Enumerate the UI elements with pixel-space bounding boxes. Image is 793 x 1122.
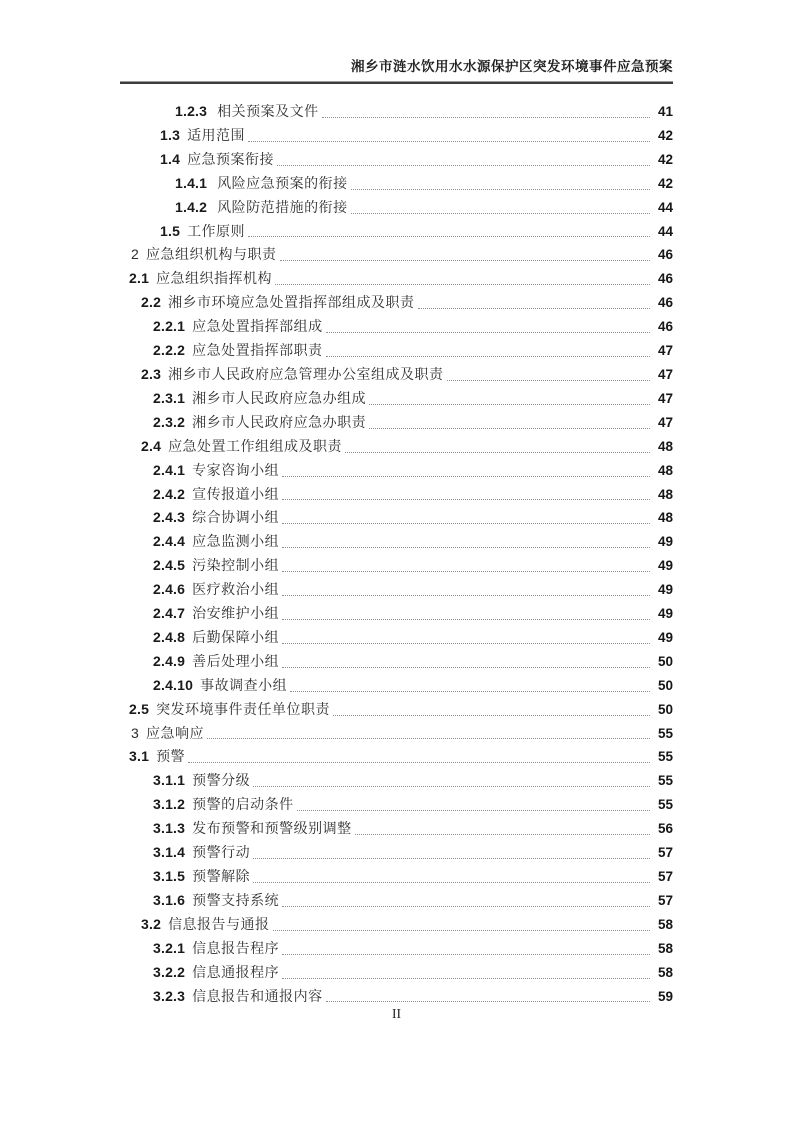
toc-entry-number: 1.4 — [160, 150, 181, 167]
dot-leader — [297, 793, 650, 817]
toc-entry-page: 56 — [657, 821, 673, 837]
toc-entry-number: 1.2.3 — [175, 103, 208, 119]
toc-entry-title: 发布预警和预警级别调整 — [192, 820, 352, 837]
toc-entry-page: 49 — [657, 558, 673, 574]
dot-leader — [282, 961, 650, 985]
toc-entry-title: 湘乡市人民政府应急办职责 — [192, 413, 367, 430]
header-rule — [120, 81, 673, 84]
toc-entry-title: 专家咨询小组 — [192, 461, 280, 478]
toc-entry — [120, 435, 673, 459]
toc-entry — [120, 722, 673, 746]
toc-entry — [120, 315, 673, 339]
toc-entry-page: 46 — [657, 319, 673, 335]
toc-entry — [120, 100, 673, 124]
toc-entry-number: 3.1.5 — [153, 868, 186, 884]
dot-leader — [282, 554, 650, 578]
toc-entry-number: 3.1.6 — [153, 891, 186, 908]
toc-entry-number: 3 — [131, 724, 139, 741]
toc-entry-number: 2.2 — [141, 294, 162, 311]
toc-entry-title: 应急组织指挥机构 — [156, 270, 273, 287]
dot-leader — [418, 291, 650, 315]
toc-entry-number: 2.4 — [141, 437, 162, 454]
dot-leader — [326, 315, 650, 339]
toc-entry-title: 应急响应 — [146, 724, 204, 741]
toc-entry-number: 2.4.3 — [153, 509, 186, 526]
toc-entry — [120, 865, 673, 889]
toc-entry-page: 42 — [657, 127, 673, 143]
toc-entry-page: 57 — [657, 845, 673, 861]
toc-entry-title: 预警解除 — [192, 868, 251, 884]
toc-entry-number: 2.4.1 — [153, 461, 186, 478]
toc-entry-title: 信息报告与通报 — [168, 915, 270, 932]
toc-entry-page: 49 — [657, 582, 673, 598]
toc-entry-number: 3.1.3 — [153, 820, 186, 837]
toc-entry-title: 相关预案及文件 — [217, 103, 319, 119]
toc-entry-page: 57 — [657, 892, 673, 908]
toc-entry-number: 2.3.1 — [153, 389, 186, 406]
toc-entry — [120, 554, 673, 578]
toc-entry-title: 风险应急预案的衔接 — [217, 174, 348, 191]
toc-entry-number: 3.2 — [141, 915, 162, 932]
toc-entry-page: 59 — [657, 988, 673, 1004]
page-footer — [120, 1005, 673, 1023]
toc-entry-title: 信息通报程序 — [192, 963, 280, 980]
dot-leader — [280, 243, 651, 267]
toc-entry-title: 应急组织机构与职责 — [146, 246, 277, 263]
toc-entry-number: 2.3 — [141, 365, 162, 382]
toc-entry-title: 信息报告和通报内容 — [192, 987, 323, 1004]
dot-leader — [369, 411, 650, 435]
toc-entry-page: 48 — [657, 438, 673, 454]
toc-entry — [120, 124, 673, 148]
toc-entry — [120, 745, 673, 769]
toc-entry-page: 42 — [657, 175, 673, 191]
toc-entry-number: 2.4.7 — [153, 605, 186, 622]
dot-leader — [253, 865, 650, 889]
toc-entry-number: 2.4.9 — [153, 652, 186, 669]
toc-entry-number: 3.1.2 — [153, 796, 186, 813]
toc-entry-page: 46 — [657, 247, 673, 263]
toc-entry — [120, 291, 673, 315]
toc-list — [120, 100, 673, 1008]
dot-leader — [282, 578, 650, 602]
dot-leader — [273, 913, 650, 937]
toc-entry-title: 工作原则 — [187, 222, 246, 239]
toc-entry-number: 2.4.10 — [153, 676, 194, 693]
toc-entry — [120, 817, 673, 841]
toc-entry-title: 应急预案衔接 — [187, 150, 275, 167]
toc-entry-page: 46 — [657, 271, 673, 287]
toc-entry — [120, 841, 673, 865]
toc-entry-title: 湘乡市人民政府应急办组成 — [192, 389, 367, 406]
toc-entry — [120, 459, 673, 483]
dot-leader — [282, 602, 650, 626]
page-number: II — [392, 1006, 401, 1021]
toc-entry-page: 58 — [657, 964, 673, 980]
toc-entry-number: 1.3 — [160, 126, 181, 143]
toc-entry-number: 2.4.8 — [153, 628, 186, 645]
toc-entry-title: 预警分级 — [192, 772, 251, 789]
toc-entry-page: 57 — [657, 869, 673, 884]
dot-leader — [355, 817, 650, 841]
toc-entry-title: 宣传报道小组 — [192, 485, 280, 502]
toc-entry — [120, 220, 673, 244]
toc-entry-number: 3.1.1 — [153, 772, 186, 789]
toc-entry-number: 1.4.2 — [175, 198, 208, 215]
dot-leader — [282, 459, 650, 483]
dot-leader — [369, 387, 650, 411]
dot-leader — [282, 483, 650, 507]
toc-entry — [120, 674, 673, 698]
toc-entry-page: 50 — [657, 653, 673, 669]
dot-leader — [326, 339, 650, 363]
dot-leader — [282, 506, 650, 530]
toc-entry — [120, 937, 673, 961]
toc-entry-page: 42 — [657, 151, 673, 167]
toc-entry — [120, 363, 673, 387]
toc-entry-page: 47 — [657, 390, 673, 406]
toc-entry-number: 3.1 — [129, 748, 150, 765]
toc-entry-number: 2.4.2 — [153, 485, 186, 502]
toc-entry — [120, 793, 673, 817]
toc-entry-title: 突发环境事件责任单位职责 — [156, 700, 331, 717]
toc-entry-page: 47 — [657, 343, 673, 359]
dot-leader — [253, 841, 650, 865]
dot-leader — [351, 196, 650, 220]
dot-leader — [248, 124, 650, 148]
dot-leader — [333, 698, 650, 722]
toc-entry-number: 2.4.4 — [153, 533, 186, 550]
toc-entry-title: 应急处置指挥部组成 — [192, 318, 323, 335]
toc-entry — [120, 626, 673, 650]
toc-entry — [120, 698, 673, 722]
toc-entry-number: 3.2.2 — [153, 963, 186, 980]
toc-entry-page: 50 — [657, 677, 673, 693]
toc-entry-page: 41 — [657, 104, 673, 119]
toc-entry-number: 1.5 — [160, 222, 181, 239]
toc-entry-number: 2 — [131, 246, 139, 263]
toc-entry-title: 预警支持系统 — [192, 891, 280, 908]
dot-leader — [188, 745, 650, 769]
toc-entry-number: 2.3.2 — [153, 413, 186, 430]
toc-entry-number: 3.2.3 — [153, 987, 186, 1004]
toc-entry-number: 2.1 — [129, 270, 150, 287]
dot-leader — [207, 722, 650, 746]
dot-leader — [253, 769, 650, 793]
toc-entry — [120, 483, 673, 507]
toc-entry — [120, 339, 673, 363]
toc-entry — [120, 961, 673, 985]
dot-leader — [275, 267, 650, 291]
toc-entry-page: 55 — [657, 725, 673, 741]
toc-entry-number: 2.2.2 — [153, 342, 186, 359]
toc-entry — [120, 506, 673, 530]
toc-entry-page: 49 — [657, 534, 673, 550]
dot-leader — [290, 674, 650, 698]
toc-entry — [120, 411, 673, 435]
toc-entry-title: 信息报告程序 — [192, 939, 280, 956]
dot-leader — [282, 937, 650, 961]
toc-entry-title: 风险防范措施的衔接 — [217, 198, 348, 215]
toc-entry-page: 58 — [657, 916, 673, 932]
toc-entry — [120, 602, 673, 626]
toc-entry — [120, 889, 673, 913]
toc-entry — [120, 530, 673, 554]
toc-entry-number: 3.1.4 — [153, 844, 186, 861]
dot-leader — [248, 220, 650, 244]
toc-entry-title: 应急处置工作组组成及职责 — [168, 437, 343, 454]
toc-entry-page: 48 — [657, 462, 673, 478]
toc-entry — [120, 913, 673, 937]
toc-entry-title: 应急监测小组 — [192, 533, 280, 550]
toc-entry-title: 善后处理小组 — [192, 652, 280, 669]
toc-entry — [120, 196, 673, 220]
toc-entry-page: 49 — [657, 606, 673, 622]
toc-entry-title: 治安维护小组 — [192, 605, 280, 622]
toc-entry-page: 55 — [657, 749, 673, 765]
toc-entry-title: 综合协调小组 — [192, 509, 280, 526]
toc-entry-page: 48 — [657, 486, 673, 502]
toc-entry-title: 应急处置指挥部职责 — [192, 342, 323, 359]
toc-entry — [120, 148, 673, 172]
toc-entry-page: 49 — [657, 629, 673, 645]
header-title: 湘乡市涟水饮用水水源保护区突发环境事件应急预案 — [351, 59, 673, 74]
toc-entry-title: 预警 — [156, 748, 186, 765]
toc-entry — [120, 578, 673, 602]
toc-entry — [120, 769, 673, 793]
toc-entry — [120, 243, 673, 267]
toc-entry-number: 2.4.6 — [153, 581, 186, 598]
toc-entry-number: 2.2.1 — [153, 318, 186, 335]
toc-entry-page: 44 — [657, 223, 673, 239]
toc-entry-title: 预警的启动条件 — [192, 796, 294, 813]
dot-leader — [282, 530, 650, 554]
toc-entry-number: 2.5 — [129, 700, 150, 717]
toc-entry-page: 50 — [657, 701, 673, 717]
dot-leader — [282, 650, 650, 674]
toc-entry-title: 湘乡市环境应急处置指挥部组成及职责 — [168, 294, 415, 311]
toc-entry-page: 44 — [657, 199, 673, 215]
toc-entry-page: 55 — [657, 797, 673, 813]
toc-entry-title: 适用范围 — [187, 126, 246, 143]
page-header — [120, 58, 673, 84]
toc-entry — [120, 650, 673, 674]
toc-entry-number: 3.2.1 — [153, 939, 186, 956]
dot-leader — [447, 363, 650, 387]
toc-entry-page: 46 — [657, 295, 673, 311]
toc-entry — [120, 172, 673, 196]
dot-leader — [282, 889, 650, 913]
toc-entry-page: 55 — [657, 773, 673, 789]
toc-entry-title: 预警行动 — [192, 844, 251, 861]
dot-leader — [282, 626, 650, 650]
toc-entry-title: 医疗救治小组 — [192, 581, 280, 598]
toc-entry-page: 47 — [657, 414, 673, 430]
toc-entry — [120, 267, 673, 291]
toc-entry-title: 后勤保障小组 — [192, 628, 280, 645]
dot-leader — [322, 100, 650, 124]
toc-entry-title: 湘乡市人民政府应急管理办公室组成及职责 — [168, 365, 444, 382]
toc-entry-page: 58 — [657, 940, 673, 956]
toc-entry-title: 污染控制小组 — [192, 557, 280, 574]
dot-leader — [351, 172, 650, 196]
toc-entry-number: 2.4.5 — [153, 557, 186, 574]
dot-leader — [277, 148, 650, 172]
dot-leader — [345, 435, 650, 459]
toc-entry-title: 事故调查小组 — [200, 676, 288, 693]
toc-entry — [120, 387, 673, 411]
toc-entry-page: 48 — [657, 510, 673, 526]
toc-entry-page: 47 — [657, 366, 673, 382]
toc-entry-number: 1.4.1 — [175, 174, 208, 191]
